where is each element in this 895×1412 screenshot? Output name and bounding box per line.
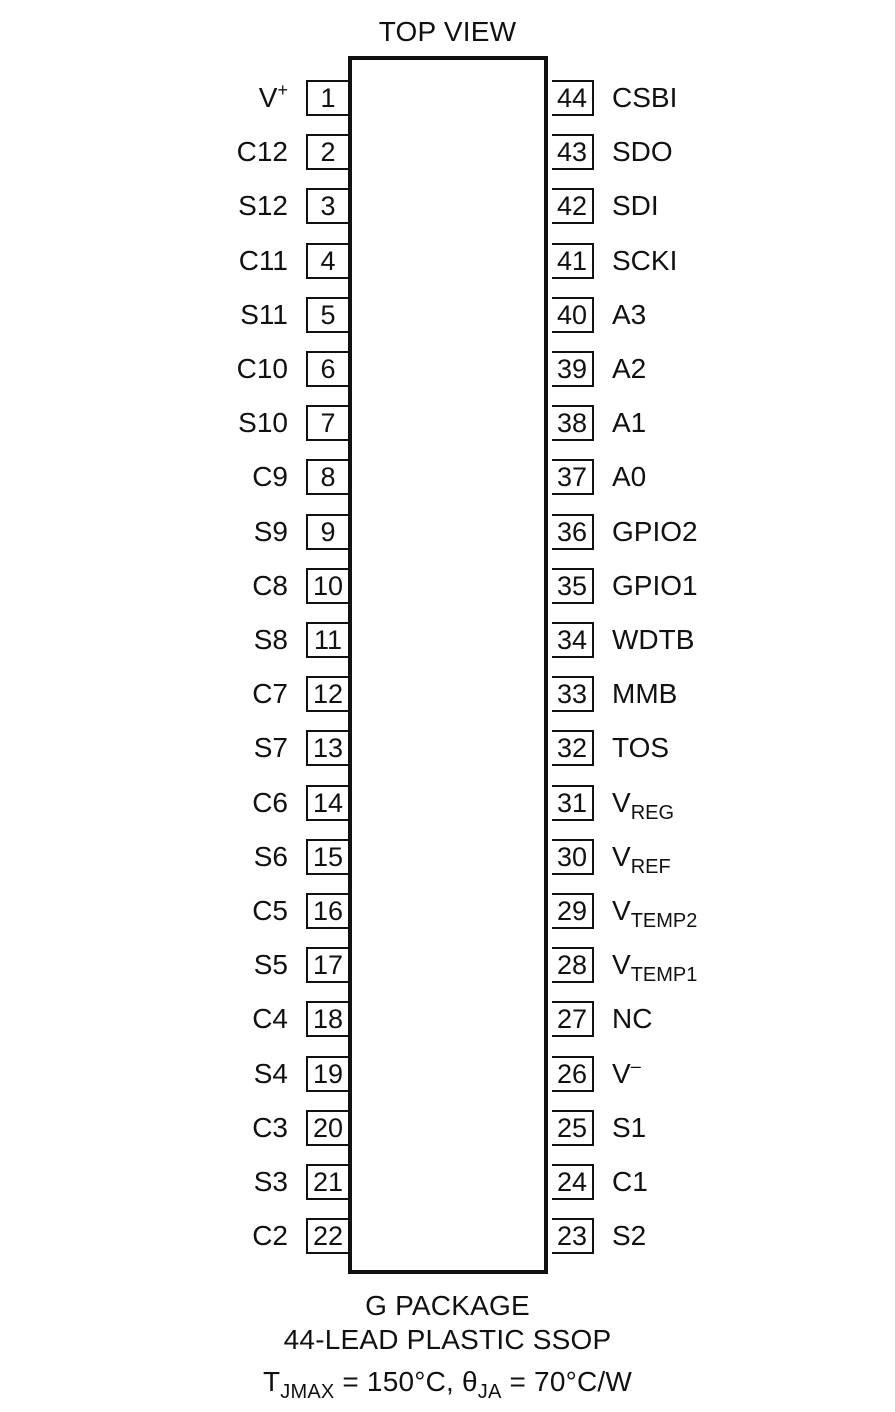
pin-name-text: SDI	[612, 190, 659, 221]
pin-name-text: V	[612, 949, 631, 980]
pin-number-10: 10	[306, 568, 348, 604]
pin-name-text: S7	[253, 732, 288, 763]
pin-name-text: V	[612, 841, 631, 872]
pin-label-42	[612, 188, 659, 224]
pin-number-2: 2	[306, 134, 348, 170]
theta-symbol: θ	[462, 1366, 478, 1397]
pin-name-text: S10	[238, 407, 288, 438]
pin-name-text: V	[258, 82, 278, 113]
pin-number-41: 41	[552, 243, 594, 279]
pin-label-2	[237, 134, 288, 170]
pin-name-text: WDTB	[612, 624, 695, 655]
pin-name-text: V	[612, 1058, 631, 1089]
pin-label-39	[612, 351, 646, 387]
pin-label-9	[254, 514, 288, 550]
pin-number-14: 14	[306, 785, 348, 821]
pin-number-42: 42	[552, 188, 594, 224]
pin-name-text: MMB	[612, 678, 678, 709]
pin-name-text: A3	[612, 299, 647, 330]
pin-label-34	[612, 622, 694, 658]
view-label: TOP VIEW	[378, 16, 517, 47]
pin-name-text: NC	[612, 1003, 653, 1034]
pin-label-27	[612, 1001, 652, 1037]
pin-number-40: 40	[552, 297, 594, 333]
pin-number-27: 27	[552, 1001, 594, 1037]
pin-name-text: C2	[252, 1220, 288, 1251]
pin-name-text: S6	[253, 841, 288, 872]
pin-name-text: S3	[253, 1166, 288, 1197]
pin-name-superscript: +	[277, 80, 288, 100]
pin-label-25	[612, 1110, 646, 1146]
pin-number-15: 15	[306, 839, 348, 875]
pin-label-8	[252, 459, 288, 495]
tj-symbol: T	[262, 1366, 281, 1397]
pin-number-16: 16	[306, 893, 348, 929]
pin-number-12: 12	[306, 676, 348, 712]
pin-name-text: A0	[612, 461, 647, 492]
pin-label-38	[612, 405, 646, 441]
pin-number-17: 17	[306, 947, 348, 983]
pin-number-19: 19	[306, 1056, 348, 1092]
pin-label-26	[612, 1056, 641, 1092]
theta-subscript: JA	[477, 1381, 502, 1403]
pin-number-28: 28	[552, 947, 594, 983]
pin-name-subscript: TEMP1	[630, 964, 698, 986]
pin-label-5	[240, 297, 288, 333]
pin-number-7: 7	[306, 405, 348, 441]
pin-name-text: GPIO2	[612, 516, 698, 547]
pin-name-text: S12	[238, 190, 288, 221]
pin-name-text: S1	[612, 1112, 647, 1143]
pin-label-31	[612, 785, 675, 824]
pin-name-text: S9	[253, 516, 288, 547]
pin-number-34: 34	[552, 622, 594, 658]
pin-number-22: 22	[306, 1218, 348, 1254]
package-type: 44-LEAD PLASTIC SSOP	[283, 1324, 612, 1355]
pin-label-28	[612, 947, 698, 986]
tj-subscript: JMAX	[280, 1381, 335, 1403]
pin-label-13	[254, 730, 288, 766]
pin-label-1	[259, 80, 288, 116]
pin-label-3	[238, 188, 288, 224]
pin-number-11: 11	[306, 622, 348, 658]
pin-label-43	[612, 134, 673, 170]
pin-label-22	[252, 1218, 288, 1254]
pin-name-subscript: REG	[630, 802, 675, 824]
pin-name-text: C1	[612, 1166, 648, 1197]
pin-name-text: SCKI	[612, 245, 678, 276]
pin-number-21: 21	[306, 1164, 348, 1200]
pin-name-text: C7	[252, 678, 288, 709]
pin-number-23: 23	[552, 1218, 594, 1254]
pin-name-text: V	[612, 895, 631, 926]
pin-number-20: 20	[306, 1110, 348, 1146]
pin-label-20	[252, 1110, 288, 1146]
pin-number-26: 26	[552, 1056, 594, 1092]
pin-name-text: S8	[253, 624, 288, 655]
pin-number-44: 44	[552, 80, 594, 116]
pin-number-18: 18	[306, 1001, 348, 1037]
pin-number-32: 32	[552, 730, 594, 766]
pin-label-18	[252, 1001, 288, 1037]
pin-label-12	[252, 676, 288, 712]
pin-number-37: 37	[552, 459, 594, 495]
pin-number-25: 25	[552, 1110, 594, 1146]
pin-name-text: V	[612, 787, 631, 818]
pin-name-text: TOS	[612, 732, 670, 763]
pin-label-19	[254, 1056, 288, 1092]
pin-number-6: 6	[306, 351, 348, 387]
pin-name-text: C6	[252, 787, 288, 818]
pin-name-text: S2	[612, 1220, 647, 1251]
pin-name-text: C9	[252, 461, 288, 492]
pin-name-text: GPIO1	[612, 570, 698, 601]
pin-number-24: 24	[552, 1164, 594, 1200]
pin-label-36	[612, 514, 698, 550]
pin-label-44	[612, 80, 677, 116]
pin-label-23	[612, 1218, 646, 1254]
pin-number-39: 39	[552, 351, 594, 387]
pin-name-text: C11	[238, 245, 288, 276]
pin-label-10	[252, 568, 288, 604]
pin-label-24	[612, 1164, 648, 1200]
package-name: G PACKAGE	[365, 1290, 530, 1321]
pin-name-text: S4	[253, 1058, 288, 1089]
pin-number-33: 33	[552, 676, 594, 712]
pin-label-35	[612, 568, 698, 604]
pin-label-41	[612, 243, 677, 279]
pin-name-text: CSBI	[612, 82, 678, 113]
package-body	[348, 56, 548, 1274]
pin-name-subscript: TEMP2	[630, 910, 698, 932]
pin-label-30	[612, 839, 671, 878]
pin-label-29	[612, 893, 698, 932]
pin-name-text: C5	[252, 895, 288, 926]
pin-number-35: 35	[552, 568, 594, 604]
pin-name-subscript: REF	[630, 856, 671, 878]
pin-label-21	[254, 1164, 288, 1200]
pin-label-16	[252, 893, 288, 929]
pin-name-text: SDO	[612, 136, 673, 167]
pin-name-text: C4	[252, 1003, 288, 1034]
pin-name-text: C3	[252, 1112, 288, 1143]
pin-name-text: S11	[240, 299, 288, 330]
pin-label-40	[612, 297, 646, 333]
pin-name-text: C12	[236, 136, 288, 167]
pin-label-4	[239, 243, 288, 279]
thermal-rating	[0, 1366, 895, 1403]
pin-label-15	[254, 839, 288, 875]
pin-label-7	[238, 405, 288, 441]
pin-name-text: A1	[612, 407, 647, 438]
theta-value: = 70°C/W	[501, 1366, 633, 1397]
pin-label-14	[252, 785, 288, 821]
pin-number-29: 29	[552, 893, 594, 929]
tj-value: = 150°C,	[334, 1366, 463, 1397]
pin-name-text: C8	[252, 570, 288, 601]
pin-number-5: 5	[306, 297, 348, 333]
pin-number-3: 3	[306, 188, 348, 224]
pin-label-11	[254, 622, 288, 658]
pin-label-32	[612, 730, 669, 766]
pin-number-31: 31	[552, 785, 594, 821]
pin-number-36: 36	[552, 514, 594, 550]
pin-name-superscript: –	[630, 1056, 641, 1076]
pin-name-text: A2	[612, 353, 647, 384]
pin-label-6	[237, 351, 288, 387]
pin-name-text: C10	[236, 353, 288, 384]
pin-name-text: S5	[253, 949, 288, 980]
pin-label-33	[612, 676, 677, 712]
pin-number-1: 1	[306, 80, 348, 116]
pin-number-13: 13	[306, 730, 348, 766]
pin-number-30: 30	[552, 839, 594, 875]
pin-number-9: 9	[306, 514, 348, 550]
pin-number-43: 43	[552, 134, 594, 170]
pin-number-4: 4	[306, 243, 348, 279]
pin-number-8: 8	[306, 459, 348, 495]
pin-label-17	[254, 947, 288, 983]
pin-label-37	[612, 459, 646, 495]
pin-number-38: 38	[552, 405, 594, 441]
